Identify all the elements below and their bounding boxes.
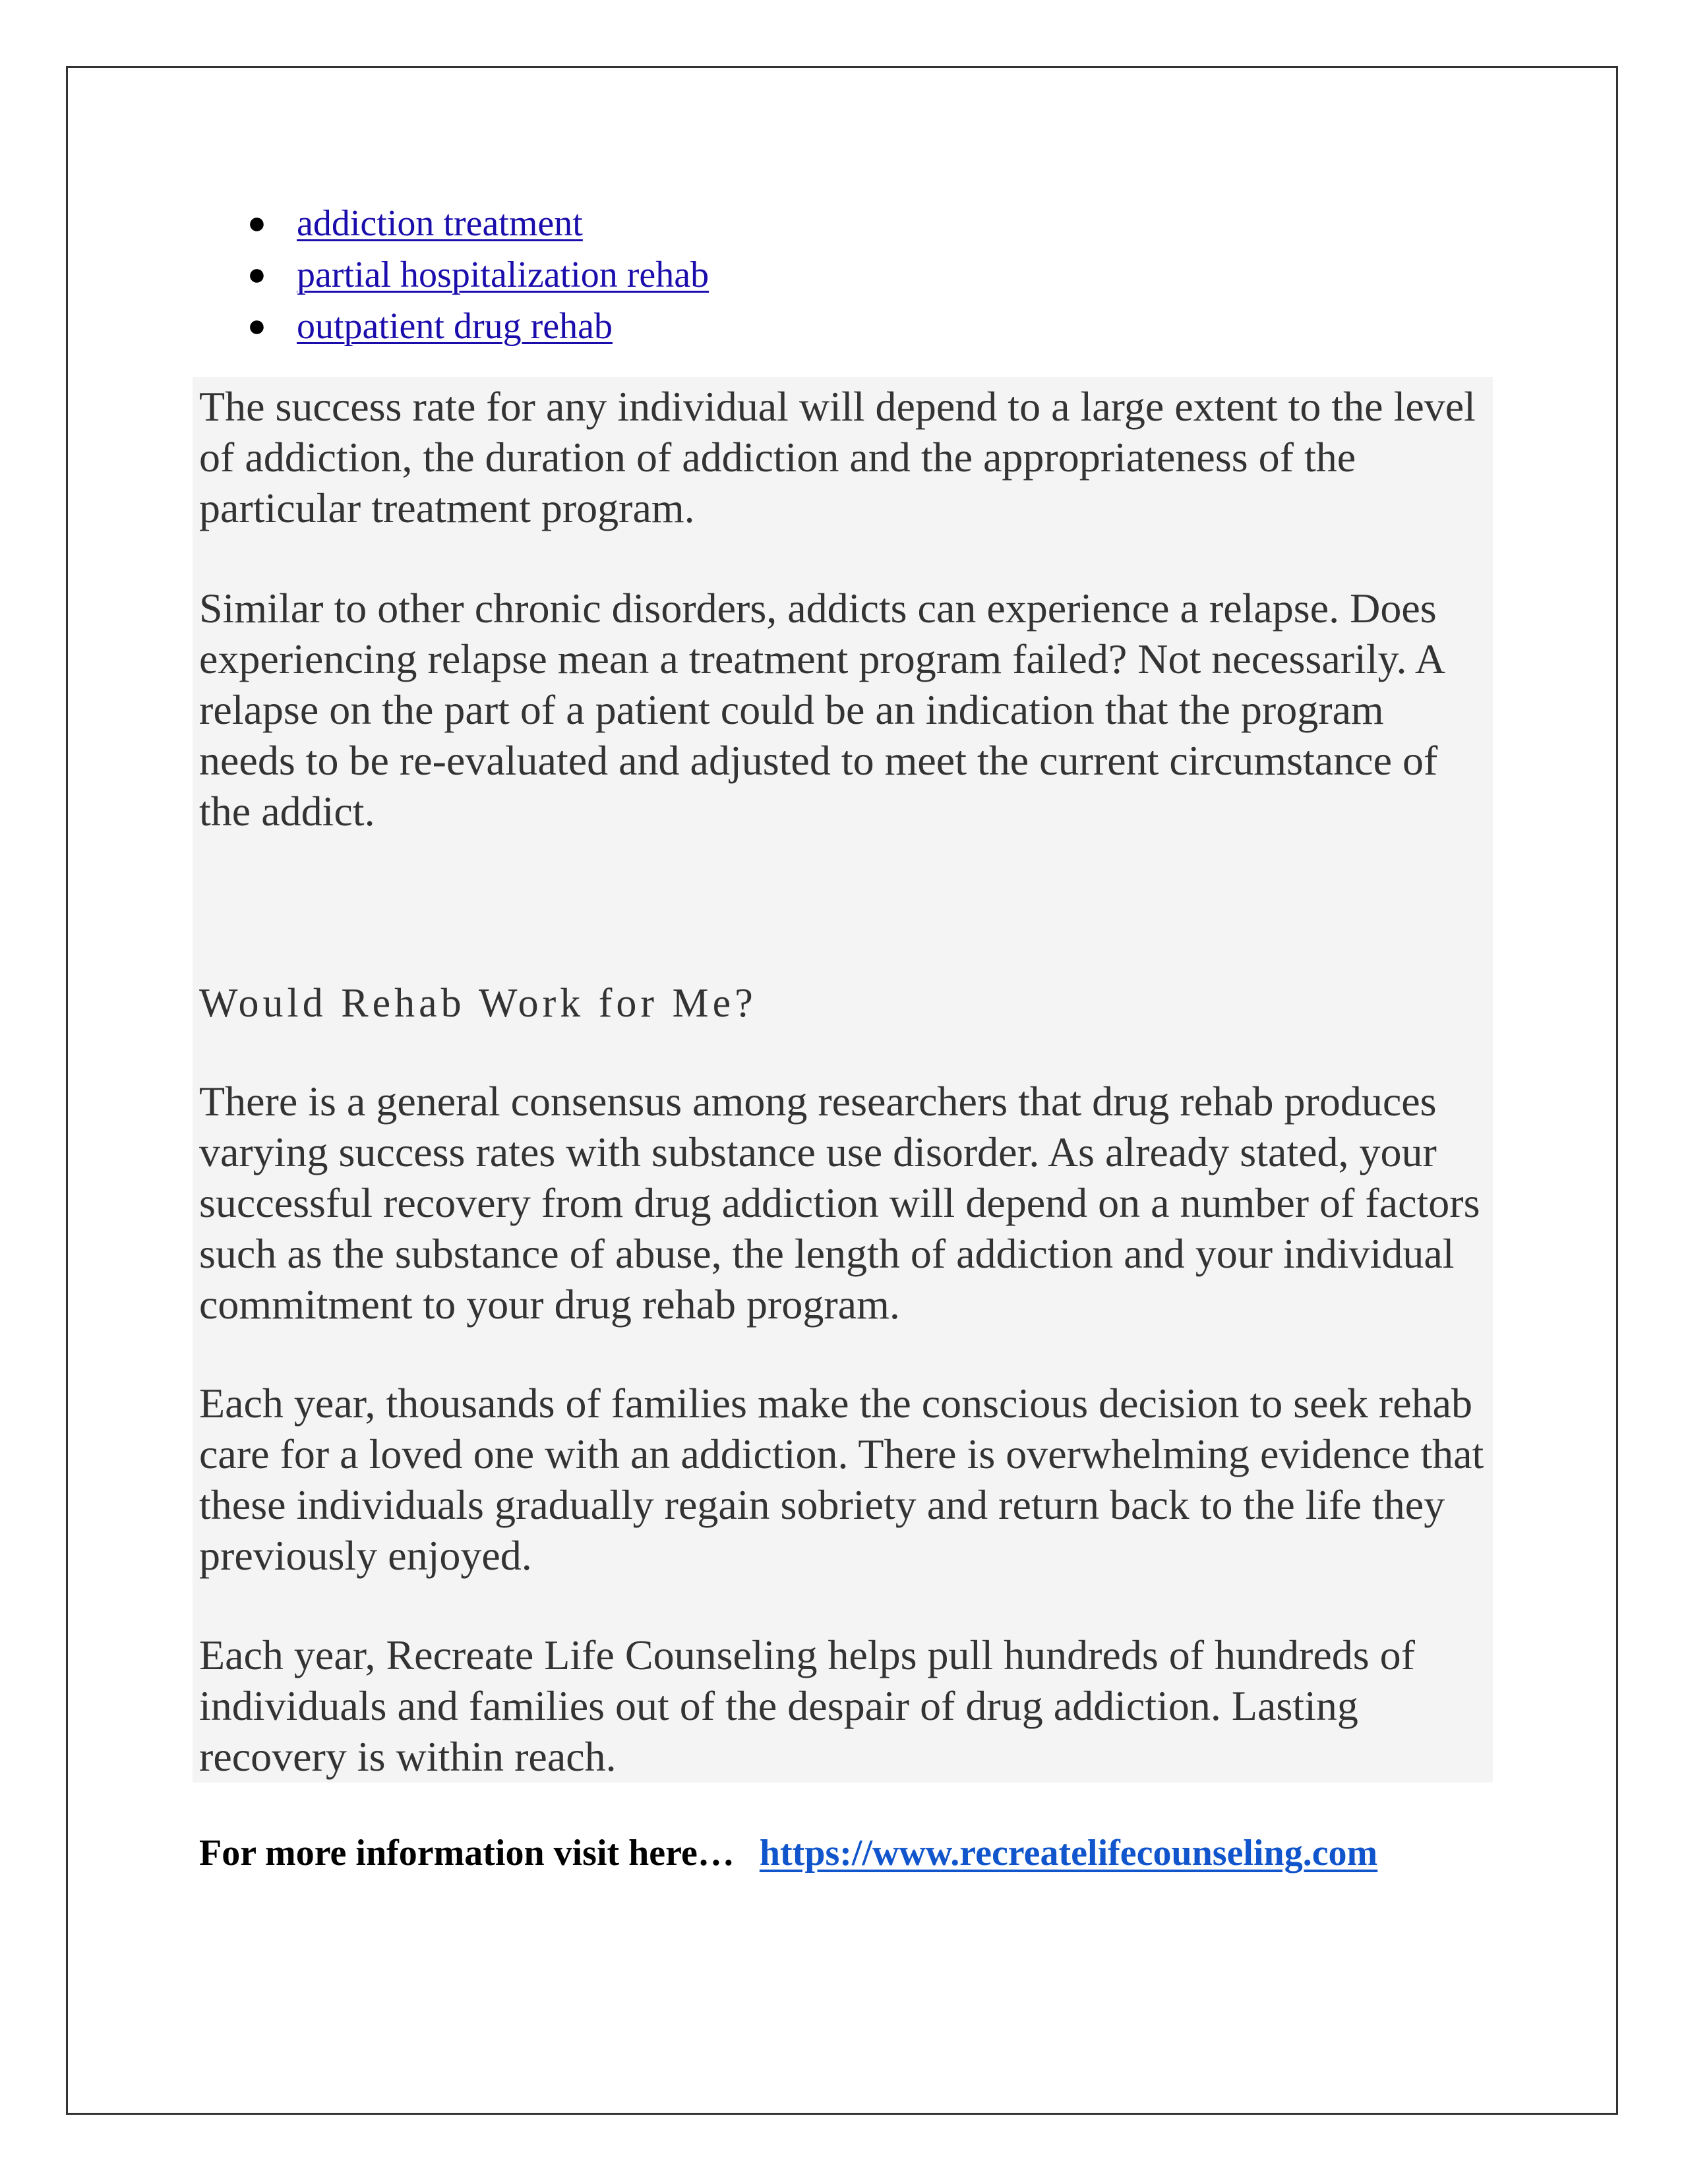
paragraph-relapse: Similar to other chronic disorders, addicts can experience a relapse. Does experiencing relapse mean a treatment program failed? Not necessarily. A relapse on the part of a patient could be an indication that the program needs to be re-evaluated and adjusted to meet the current circumstance of the addict. — [199, 585, 1443, 835]
list-item — [247, 301, 709, 352]
paragraph-success-rate: The success rate for any individual will depend to a large extent to the level of addiction, the duration of addiction and the appropriateness of the particular treatment program. — [199, 383, 1476, 531]
link-list — [247, 198, 709, 352]
paragraph-recreate-life: Each year, Recreate Life Counseling helps pull hundreds of hundreds of individuals and families out of the despair of drug addiction. Lasting recovery is within reach. — [199, 1632, 1415, 1780]
link-partial-hospitalization-rehab[interactable]: partial hospitalization rehab — [297, 254, 709, 295]
paragraph-families: Each year, thousands of families make the conscious decision to seek rehab care for a loved one with an addiction. There is overwhelming evidence that these individuals gradually regain sobriety and return back to the life they previously enjoyed. — [199, 1380, 1484, 1579]
bullet-icon: ● — [247, 309, 266, 343]
link-outpatient-drug-rehab[interactable]: outpatient drug rehab — [297, 306, 613, 347]
footer-website-link[interactable]: https://www.recreatelifecounseling.com — [759, 1833, 1378, 1874]
link-addiction-treatment[interactable]: addiction treatment — [297, 203, 583, 244]
bullet-icon: ● — [247, 257, 266, 292]
list-item — [247, 249, 709, 301]
footer-prefix: For more information visit here… — [199, 1833, 735, 1874]
section-heading: Would Rehab Work for Me? — [199, 981, 757, 1026]
list-item — [247, 198, 709, 249]
bullet-icon: ● — [247, 206, 266, 241]
footer-line — [199, 1830, 1518, 1876]
paragraph-consensus: There is a general consensus among researchers that drug rehab produces varying success rates with substance use disorder. As already stated, your successful recovery from drug addiction will depend on a number of factors such as the substance of abuse, the length of addiction and your individual commitment to your drug rehab program. — [199, 1078, 1480, 1328]
